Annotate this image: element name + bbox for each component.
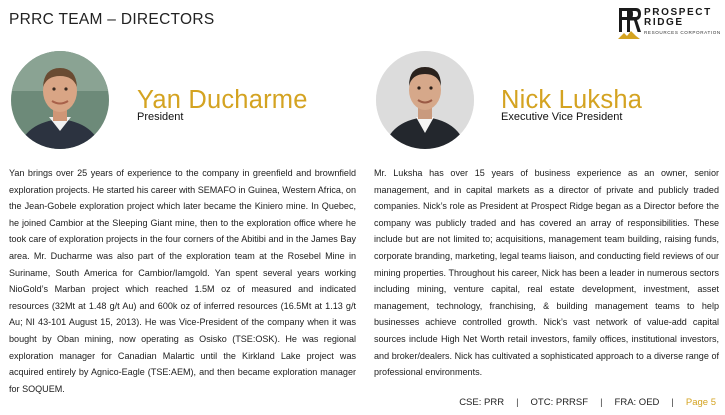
logo-wordmark-prospect: PROSPECT <box>644 7 712 18</box>
ticker-cse: CSE: PRR <box>459 397 505 408</box>
ticker-fra: FRA: OED <box>614 397 660 408</box>
director-bio: Yan brings over 25 years of experience to the company in greenfield and brownfield exploration projects. He started his career with SEMAFO in Guinea, Western Africa, on the Jean-Gobele exploration project which later became the Kiniero mine. In Quebec, he joined Cambior at the Sleeping Giant mine, then to the exploration office where he took care of exploration projects in the four corners of the Abitibi and in the James Bay area. Mr. Ducharme was also part of the exploration team at the Rosebel Mine in Suriname, South America for Cambior/Iamgold. Yan spent several years working NioGold’s Marban project which reached 1.5M oz of measured and indicated resources (32Mt at 1.48 g/t Au) and 600k oz of inferred resources (16.5Mt at 1.13 g/t Au; NI 43-101 August 15, 2013). He was Vice-President of the company when it was bought by Oban mining, now operating as Osisko (TSE:OSK). He was regional exploration manager for Canadian Malartic until the Kirkland Lake project was acquired entirely by Agnico-Eagle (TSE:AEM), and then became exploration manager for SOQUEM. <box>9 168 356 394</box>
logo-wordmark-ridge: RIDGE <box>644 17 684 28</box>
director-name: Yan Ducharme <box>137 86 308 114</box>
director-photo-nick <box>376 51 474 149</box>
footer-tickers <box>459 397 716 409</box>
director-role: President <box>137 111 184 123</box>
ticker-otc: OTC: PRRSF <box>530 397 589 408</box>
page-title: PRRC TEAM – DIRECTORS <box>9 11 215 28</box>
director-bio: Mr. Luksha has over 15 years of business experience as an owner, senior management, and in capital markets as a director of private and publicly traded companies. Nick’s role as President at Prospect Ridge began as a Director before the company was publicly traded and has covered an array of responsibilities. These include but are not limited to; acquisitions, management team building, raising funds, corporate branding, marketing, legal teams liaison, and conducting field reviews of our mining properties. Throughout his career, Nick has been a leader in numerous sectors including mining, venture capital, real estate development, investment, asset management, technology, franchising, & building management teams to help businesses achieve controlled growth. Nick’s vast network of value-add capital sources include High Net Worth retail investors, family offices, institutional investors, and broker/dealers. Nick has cultivated a sophisticated approach to a diverse range of professional environments. <box>374 168 719 378</box>
footer-separator: | <box>516 397 519 408</box>
director-role: Executive Vice President <box>501 111 623 123</box>
page-number: Page 5 <box>685 397 716 408</box>
footer-separator: | <box>600 397 603 408</box>
portrait-image <box>376 51 474 149</box>
portrait-image <box>11 51 109 149</box>
logo-wordmark-subtitle: RESOURCES CORPORATION <box>644 30 721 35</box>
company-logo <box>617 6 721 40</box>
director-name: Nick Luksha <box>501 86 643 114</box>
prospect-ridge-logo-mark <box>617 6 641 40</box>
footer-separator: | <box>671 397 674 408</box>
director-photo-yan <box>11 51 109 149</box>
